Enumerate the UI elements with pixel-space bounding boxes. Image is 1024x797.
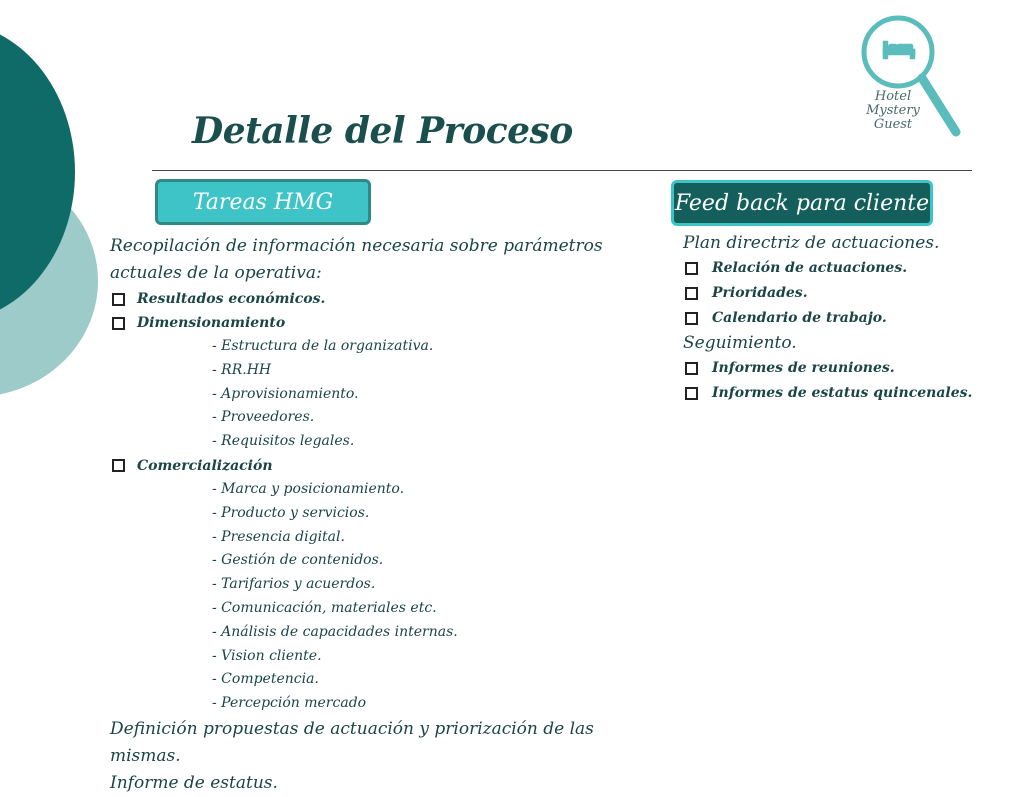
title-divider: [152, 170, 972, 171]
page-title: Detalle del Proceso: [192, 110, 573, 152]
right-column: [683, 231, 983, 406]
sub-item: - Competencia.: [212, 671, 319, 688]
outro-text: Informe de estatus.: [110, 772, 278, 793]
sub-item: - Percepción mercado: [212, 695, 367, 712]
bullet-item: Comercialización: [110, 454, 650, 478]
bullet-item: Dimensionamiento: [110, 311, 650, 335]
sub-item: - Comunicación, materiales etc.: [212, 599, 437, 616]
section-heading: Seguimiento.: [683, 333, 797, 353]
sub-item: - Tarifarios y acuerdos.: [212, 576, 376, 593]
sub-item: - Estructura de la organizativa.: [212, 338, 434, 354]
checkbox-icon: [112, 459, 125, 472]
checkbox-icon: [685, 387, 698, 400]
bullet-item: Relación de actuaciones.: [683, 256, 983, 281]
sub-item: - Análisis de capacidades internas.: [212, 623, 458, 640]
bullet-item: Informes de estatus quincenales.: [683, 381, 983, 406]
section-heading: Plan directriz de actuaciones.: [683, 233, 940, 253]
logo-text: Hotel Mystery Guest: [866, 89, 920, 132]
bullet-item: Informes de reuniones.: [683, 356, 983, 381]
checkbox-icon: [112, 317, 125, 330]
sub-item: - Requisitos legales.: [212, 433, 355, 450]
checkbox-icon: [685, 362, 698, 375]
bullet-item: Prioridades.: [683, 281, 983, 306]
bed-icon: [884, 42, 914, 58]
sub-item: - Presencia digital.: [212, 528, 345, 545]
left-column: [110, 233, 650, 797]
sub-item: - Vision cliente.: [212, 647, 322, 664]
feedback-cliente-header: Feed back para cliente: [671, 180, 933, 226]
intro-text: Recopilación de información necesaria sobre parámetros actuales de la operativa:: [110, 236, 603, 283]
tareas-hmg-header: Tareas HMG: [155, 179, 371, 225]
sub-item: - Producto y servicios.: [212, 504, 370, 521]
checkbox-icon: [685, 262, 698, 275]
bullet-item: Calendario de trabajo.: [683, 306, 983, 331]
checkbox-icon: [685, 287, 698, 300]
sub-item: - RR.HH: [212, 361, 272, 378]
sub-item: - Gestión de contenidos.: [212, 552, 384, 569]
sub-item: - Aprovisionamiento.: [212, 385, 359, 402]
sub-item: - Proveedores.: [212, 409, 315, 426]
sub-item: - Marca y posicionamiento.: [212, 480, 405, 497]
checkbox-icon: [685, 312, 698, 325]
checkbox-icon: [112, 293, 125, 306]
bullet-item: Resultados económicos.: [110, 287, 650, 311]
outro-text: Definición propuestas de actuación y priorización de las mismas.: [110, 718, 594, 766]
